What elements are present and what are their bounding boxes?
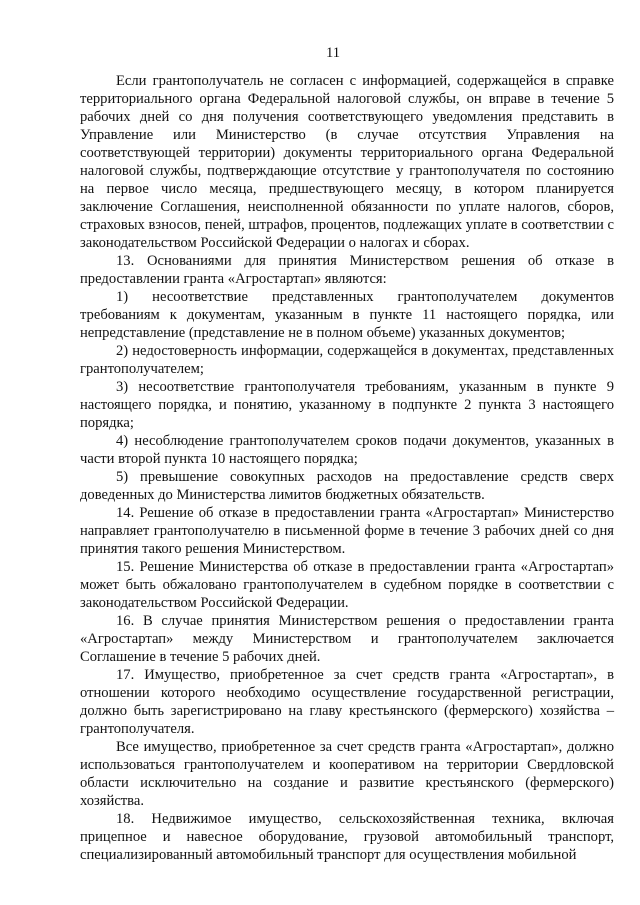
- paragraph-14: 14. Решение об отказе в предоставлении гранта «Агростартап» Министерство направляет грантополучателю в письменной форме в течение 3 рабочих дней со дня принятия такого решения Министерством.: [80, 505, 614, 557]
- list-item-13-4: 4) несоблюдение грантополучателем сроков подачи документов, указанных в части второй пункта 10 настоящего порядка;: [80, 433, 614, 467]
- list-item-13-3: 3) несоответствие грантополучателя требованиям, указанным в пункте 9 настоящего порядка, и понятию, указанному в подпункте 2 пункта 3 настоящего порядка;: [80, 379, 614, 431]
- paragraph-15: 15. Решение Министерства об отказе в предоставлении гранта «Агростартап» может быть обжаловано грантополучателем в судебном порядке в соответствии с законодательством Российской Федерации.: [80, 559, 614, 611]
- paragraph-13-refusal-grounds: 13. Основаниями для принятия Министерством решения об отказе в предоставлении гранта «Агростартап» являются:: [80, 253, 614, 287]
- paragraph-18: 18. Недвижимое имущество, сельскохозяйственная техника, включая прицепное и навесное оборудование, грузовой автомобильный транспорт, специализированный автомобильный транспорт для осуществления мобильной: [80, 811, 614, 863]
- page-number: 11: [325, 45, 341, 61]
- list-item-13-5: 5) превышение совокупных расходов на предоставление средств сверх доведенных до Министерства лимитов бюджетных обязательств.: [80, 469, 614, 503]
- list-item-13-1: 1) несоответствие представленных грантополучателем документов требованиям к документам, указанным в пункте 11 настоящего порядка, или непредставление (представление не в полном объеме) указанных документов;: [80, 289, 614, 341]
- list-item-13-2: 2) недостоверность информации, содержащейся в документах, представленных грантополучателем;: [80, 343, 614, 377]
- paragraph-17-property-use: Все имущество, приобретенное за счет средств гранта «Агростартап», должно использоваться грантополучателем и кооперативом на территории Свердловской области исключительно на создание и развитие крестьянского (фермерского) хозяйства.: [80, 739, 614, 809]
- paragraph-16: 16. В случае принятия Министерством решения о предоставлении гранта «Агростартап» между Министерством и грантополучателем заключается Соглашение в течение 5 рабочих дней.: [80, 613, 614, 665]
- paragraph-tax-disagreement: Если грантополучатель не согласен с информацией, содержащейся в справке территориального органа Федеральной налоговой службы, он вправе в течение 5 рабочих дней со дня получения соответствующего уведомления представить в Управление или Министерство (в случае отсутствия Управления на соответствующей территории) документы территориального органа Федеральной налоговой службы, подтверждающие отсутствие у грантополучателя по состоянию на первое число месяца, предшествующего месяцу, в котором планируется заключение Соглашения, неисполненной обязанности по уплате налогов, сборов, страховых взносов, пеней, штрафов, процентов, подлежащих уплате в соответствии с законодательством Российской Федерации о налогах и сборах.: [80, 73, 614, 251]
- paragraph-17: 17. Имущество, приобретенное за счет средств гранта «Агростартап», в отношении которого необходимо осуществление государственной регистрации, должно быть зарегистрировано на главу крестьянского (фермерского) хозяйства – грантополучателя.: [80, 667, 614, 737]
